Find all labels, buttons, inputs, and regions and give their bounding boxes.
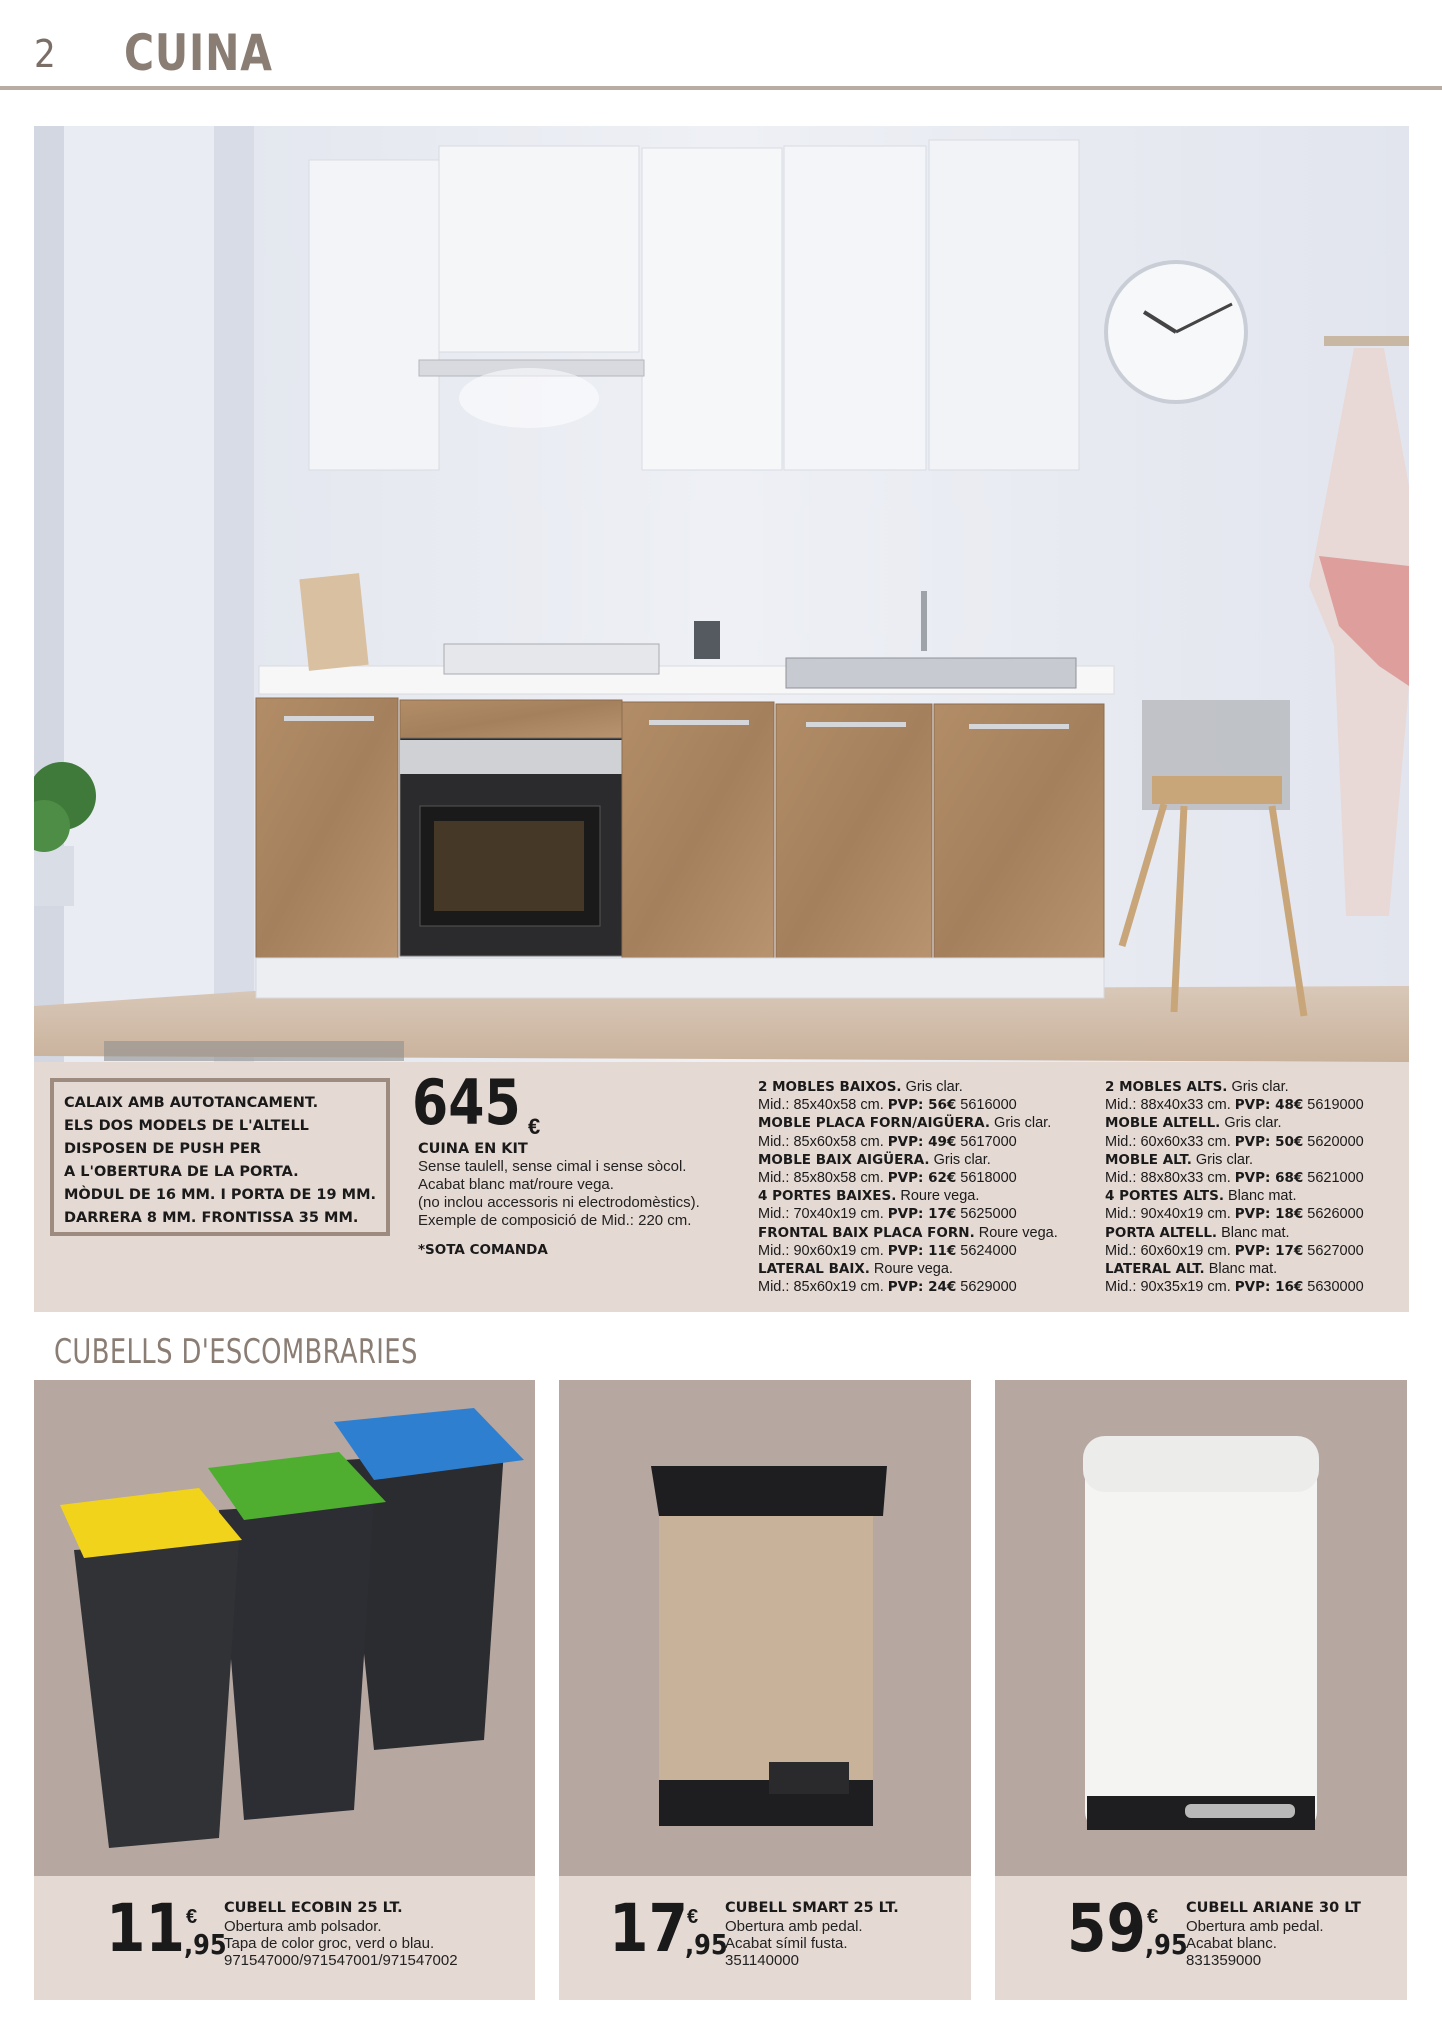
section-title: CUINA: [124, 24, 273, 82]
spec-finish: Gris clar.: [1220, 1115, 1282, 1132]
note-line: ELS DOS MODELS DE L'ALTELL: [64, 1118, 309, 1134]
product-price-tag: [34, 1876, 535, 2000]
kitchen-info-band: [34, 1062, 1409, 1312]
product-price-tag: [559, 1876, 971, 2000]
spec-dims: Mid.: 85x60x19 cm.: [758, 1279, 888, 1296]
kit-price: 645: [412, 1066, 521, 1139]
note-line: DARRERA 8 MM. FRONTISSA 35 MM.: [64, 1210, 359, 1226]
product-photo: [559, 1380, 971, 1876]
specs-column-left: [758, 1078, 1058, 1296]
spec-ref: 5618000: [956, 1170, 1017, 1187]
spec-pvp: PVP: 62€: [887, 1170, 957, 1187]
spec-title: MOBLE ALT.: [1105, 1151, 1192, 1168]
price-decimals: ,95: [184, 1928, 227, 1961]
note-line: A L'OBERTURA DE LA PORTA.: [64, 1164, 299, 1180]
kit-desc-line: Sense taulell, sense cimal i sense sòcol.: [418, 1158, 687, 1175]
spec-title: LATERAL ALT.: [1105, 1261, 1205, 1278]
spec-title-row: [1105, 1078, 1364, 1096]
price-decimals: ,95: [1145, 1928, 1188, 1961]
spec-pvp: PVP: 68€: [1234, 1170, 1304, 1187]
spec-dims: Mid.: 88x80x33 cm.: [1105, 1170, 1235, 1187]
spec-dims: Mid.: 60x60x33 cm.: [1105, 1133, 1235, 1150]
spec-dims: Mid.: 85x40x58 cm.: [758, 1097, 888, 1114]
spec-dims-row: [758, 1133, 1058, 1151]
kit-currency: €: [528, 1114, 541, 1139]
spec-dims: Mid.: 90x35x19 cm.: [1105, 1279, 1235, 1296]
spec-ref: 5620000: [1303, 1133, 1364, 1150]
spec-ref: 5617000: [956, 1133, 1017, 1150]
product-feature: Obertura amb polsador.: [224, 1918, 382, 1935]
product-name: CUBELL SMART 25 LT.: [725, 1900, 899, 1916]
spec-title: 4 PORTES ALTS.: [1105, 1188, 1224, 1205]
spec-pvp: PVP: 50€: [1234, 1133, 1304, 1150]
spec-title-row: [758, 1224, 1058, 1242]
spec-dims: Mid.: 85x60x58 cm.: [758, 1133, 888, 1150]
spec-ref: 5627000: [1303, 1242, 1364, 1259]
note-line: CALAIX AMB AUTOTANCAMENT.: [64, 1095, 319, 1111]
spec-dims-row: [1105, 1096, 1364, 1114]
spec-pvp: PVP: 16€: [1234, 1279, 1304, 1296]
spec-ref: 5619000: [1303, 1097, 1364, 1114]
header-divider: [0, 86, 1442, 90]
product-feature: Acabat símil fusta.: [725, 1935, 848, 1952]
spec-title-row: [758, 1260, 1058, 1278]
spec-title: MOBLE BAIX AIGÜERA.: [758, 1151, 930, 1168]
spec-title: 2 MOBLES ALTS.: [1105, 1079, 1228, 1095]
price-currency: €: [687, 1906, 699, 1928]
spec-dims-row: [758, 1205, 1058, 1223]
spec-dims-row: [758, 1169, 1058, 1187]
price-integer: 59: [1067, 1890, 1146, 1967]
spec-title: MOBLE PLACA FORN/AIGÜERA.: [758, 1115, 991, 1132]
spec-dims-row: [1105, 1169, 1364, 1187]
product-photo: [34, 1380, 535, 1876]
spec-title-row: [1105, 1114, 1364, 1132]
product-ref: 971547000/971547001/971547002: [224, 1952, 458, 1969]
spec-ref: 5621000: [1303, 1170, 1364, 1187]
spec-dims: Mid.: 88x40x33 cm.: [1105, 1097, 1235, 1114]
spec-title: 2 MOBLES BAIXOS.: [758, 1079, 902, 1095]
spec-finish: Roure vega.: [896, 1188, 980, 1205]
spec-pvp: PVP: 48€: [1234, 1097, 1304, 1114]
spec-dims: Mid.: 70x40x19 cm.: [758, 1206, 888, 1223]
spec-pvp: PVP: 11€: [887, 1242, 957, 1259]
spec-dims-row: [1105, 1278, 1364, 1296]
spec-title-row: [1105, 1187, 1364, 1205]
spec-dims-row: [1105, 1205, 1364, 1223]
price-currency: €: [186, 1906, 198, 1928]
spec-finish: Blanc mat.: [1217, 1224, 1290, 1241]
spec-title-row: [1105, 1224, 1364, 1242]
spec-dims: Mid.: 85x80x58 cm.: [758, 1170, 888, 1187]
bins-section-title: CUBELLS D'ESCOMBRARIES: [54, 1332, 418, 1372]
spec-finish: Roure vega.: [974, 1224, 1058, 1241]
kit-desc-line: Exemple de composició de Mid.: 220 cm.: [418, 1212, 692, 1229]
spec-finish: Blanc mat.: [1204, 1261, 1278, 1278]
spec-dims: Mid.: 60x60x19 cm.: [1105, 1242, 1235, 1259]
spec-pvp: PVP: 24€: [887, 1279, 957, 1296]
spec-finish: Gris clar.: [1191, 1151, 1254, 1168]
spec-finish: Gris clar.: [929, 1151, 991, 1168]
spec-title-row: [1105, 1151, 1364, 1169]
spec-ref: 5630000: [1303, 1279, 1364, 1296]
spec-pvp: PVP: 17€: [1234, 1242, 1304, 1259]
spec-title-row: [758, 1114, 1058, 1132]
features-note-box: [50, 1078, 390, 1236]
spec-ref: 5624000: [956, 1242, 1017, 1259]
product-photo: [995, 1380, 1407, 1876]
product-name: CUBELL ARIANE 30 LT: [1186, 1900, 1361, 1916]
spec-pvp: PVP: 18€: [1234, 1206, 1304, 1223]
kit-name: CUINA EN KIT: [418, 1141, 528, 1157]
spec-title: PORTA ALTELL.: [1105, 1224, 1218, 1241]
spec-dims-row: [1105, 1242, 1364, 1260]
spec-dims-row: [758, 1278, 1058, 1296]
kit-desc-line: (no inclou accessoris ni electrodomèstics).: [418, 1194, 700, 1211]
spec-title-row: [758, 1151, 1058, 1169]
product-feature: Obertura amb pedal.: [725, 1918, 863, 1935]
product-card-smart[interactable]: [559, 1380, 971, 2000]
spec-ref: 5625000: [956, 1206, 1017, 1223]
spec-title-row: [758, 1078, 1058, 1096]
spec-title-row: [758, 1187, 1058, 1205]
product-card-ariane[interactable]: [995, 1380, 1407, 2000]
page-number: 2: [34, 32, 56, 76]
product-ref: 351140000: [725, 1952, 799, 1969]
spec-pvp: PVP: 56€: [887, 1097, 957, 1114]
product-name: CUBELL ECOBIN 25 LT.: [224, 1900, 403, 1916]
spec-finish: Roure vega.: [869, 1261, 953, 1278]
spec-pvp: PVP: 49€: [887, 1133, 957, 1150]
spec-finish: Blanc mat.: [1223, 1188, 1297, 1205]
product-feature: Tapa de color groc, verd o blau.: [224, 1935, 435, 1952]
order-note: *SOTA COMANDA: [418, 1242, 548, 1258]
spec-title: 4 PORTES BAIXES.: [758, 1188, 897, 1205]
kit-description: [418, 1158, 738, 1230]
product-feature: Acabat blanc.: [1186, 1935, 1277, 1952]
product-feature: Obertura amb pedal.: [1186, 1918, 1324, 1935]
spec-ref: 5629000: [956, 1279, 1017, 1296]
product-ref: 831359000: [1186, 1952, 1262, 1969]
product-card-ecobin[interactable]: [34, 1380, 535, 2000]
note-line: MÒDUL DE 16 MM. I PORTA DE 19 MM.: [64, 1187, 377, 1203]
spec-finish: Gris clar.: [1227, 1079, 1289, 1095]
spec-pvp: PVP: 17€: [887, 1206, 957, 1223]
spec-ref: 5616000: [956, 1097, 1017, 1114]
spec-dims-row: [758, 1242, 1058, 1260]
product-price-tag: [995, 1876, 1407, 2000]
spec-dims: Mid.: 90x60x19 cm.: [758, 1242, 888, 1259]
spec-finish: Gris clar.: [901, 1079, 963, 1095]
spec-title-row: [1105, 1260, 1364, 1278]
spec-dims-row: [758, 1096, 1058, 1114]
spec-finish: Gris clar.: [990, 1115, 1052, 1132]
kit-desc-line: Acabat blanc mat/roure vega.: [418, 1176, 614, 1193]
price-currency: €: [1147, 1906, 1159, 1928]
price-integer: 17: [609, 1890, 688, 1967]
price-integer: 11: [106, 1890, 185, 1967]
spec-dims-row: [1105, 1133, 1364, 1151]
spec-dims: Mid.: 90x40x19 cm.: [1105, 1206, 1235, 1223]
kitchen-photo: [34, 126, 1409, 1062]
note-line: DISPOSEN DE PUSH PER: [64, 1141, 262, 1157]
spec-title: FRONTAL BAIX PLACA FORN.: [758, 1224, 975, 1241]
page-header: [0, 0, 1442, 92]
spec-ref: 5626000: [1303, 1206, 1364, 1223]
spec-title: MOBLE ALTELL.: [1105, 1115, 1221, 1132]
price-decimals: ,95: [685, 1928, 728, 1961]
spec-title: LATERAL BAIX.: [758, 1261, 870, 1278]
specs-column-right: [1105, 1078, 1364, 1296]
